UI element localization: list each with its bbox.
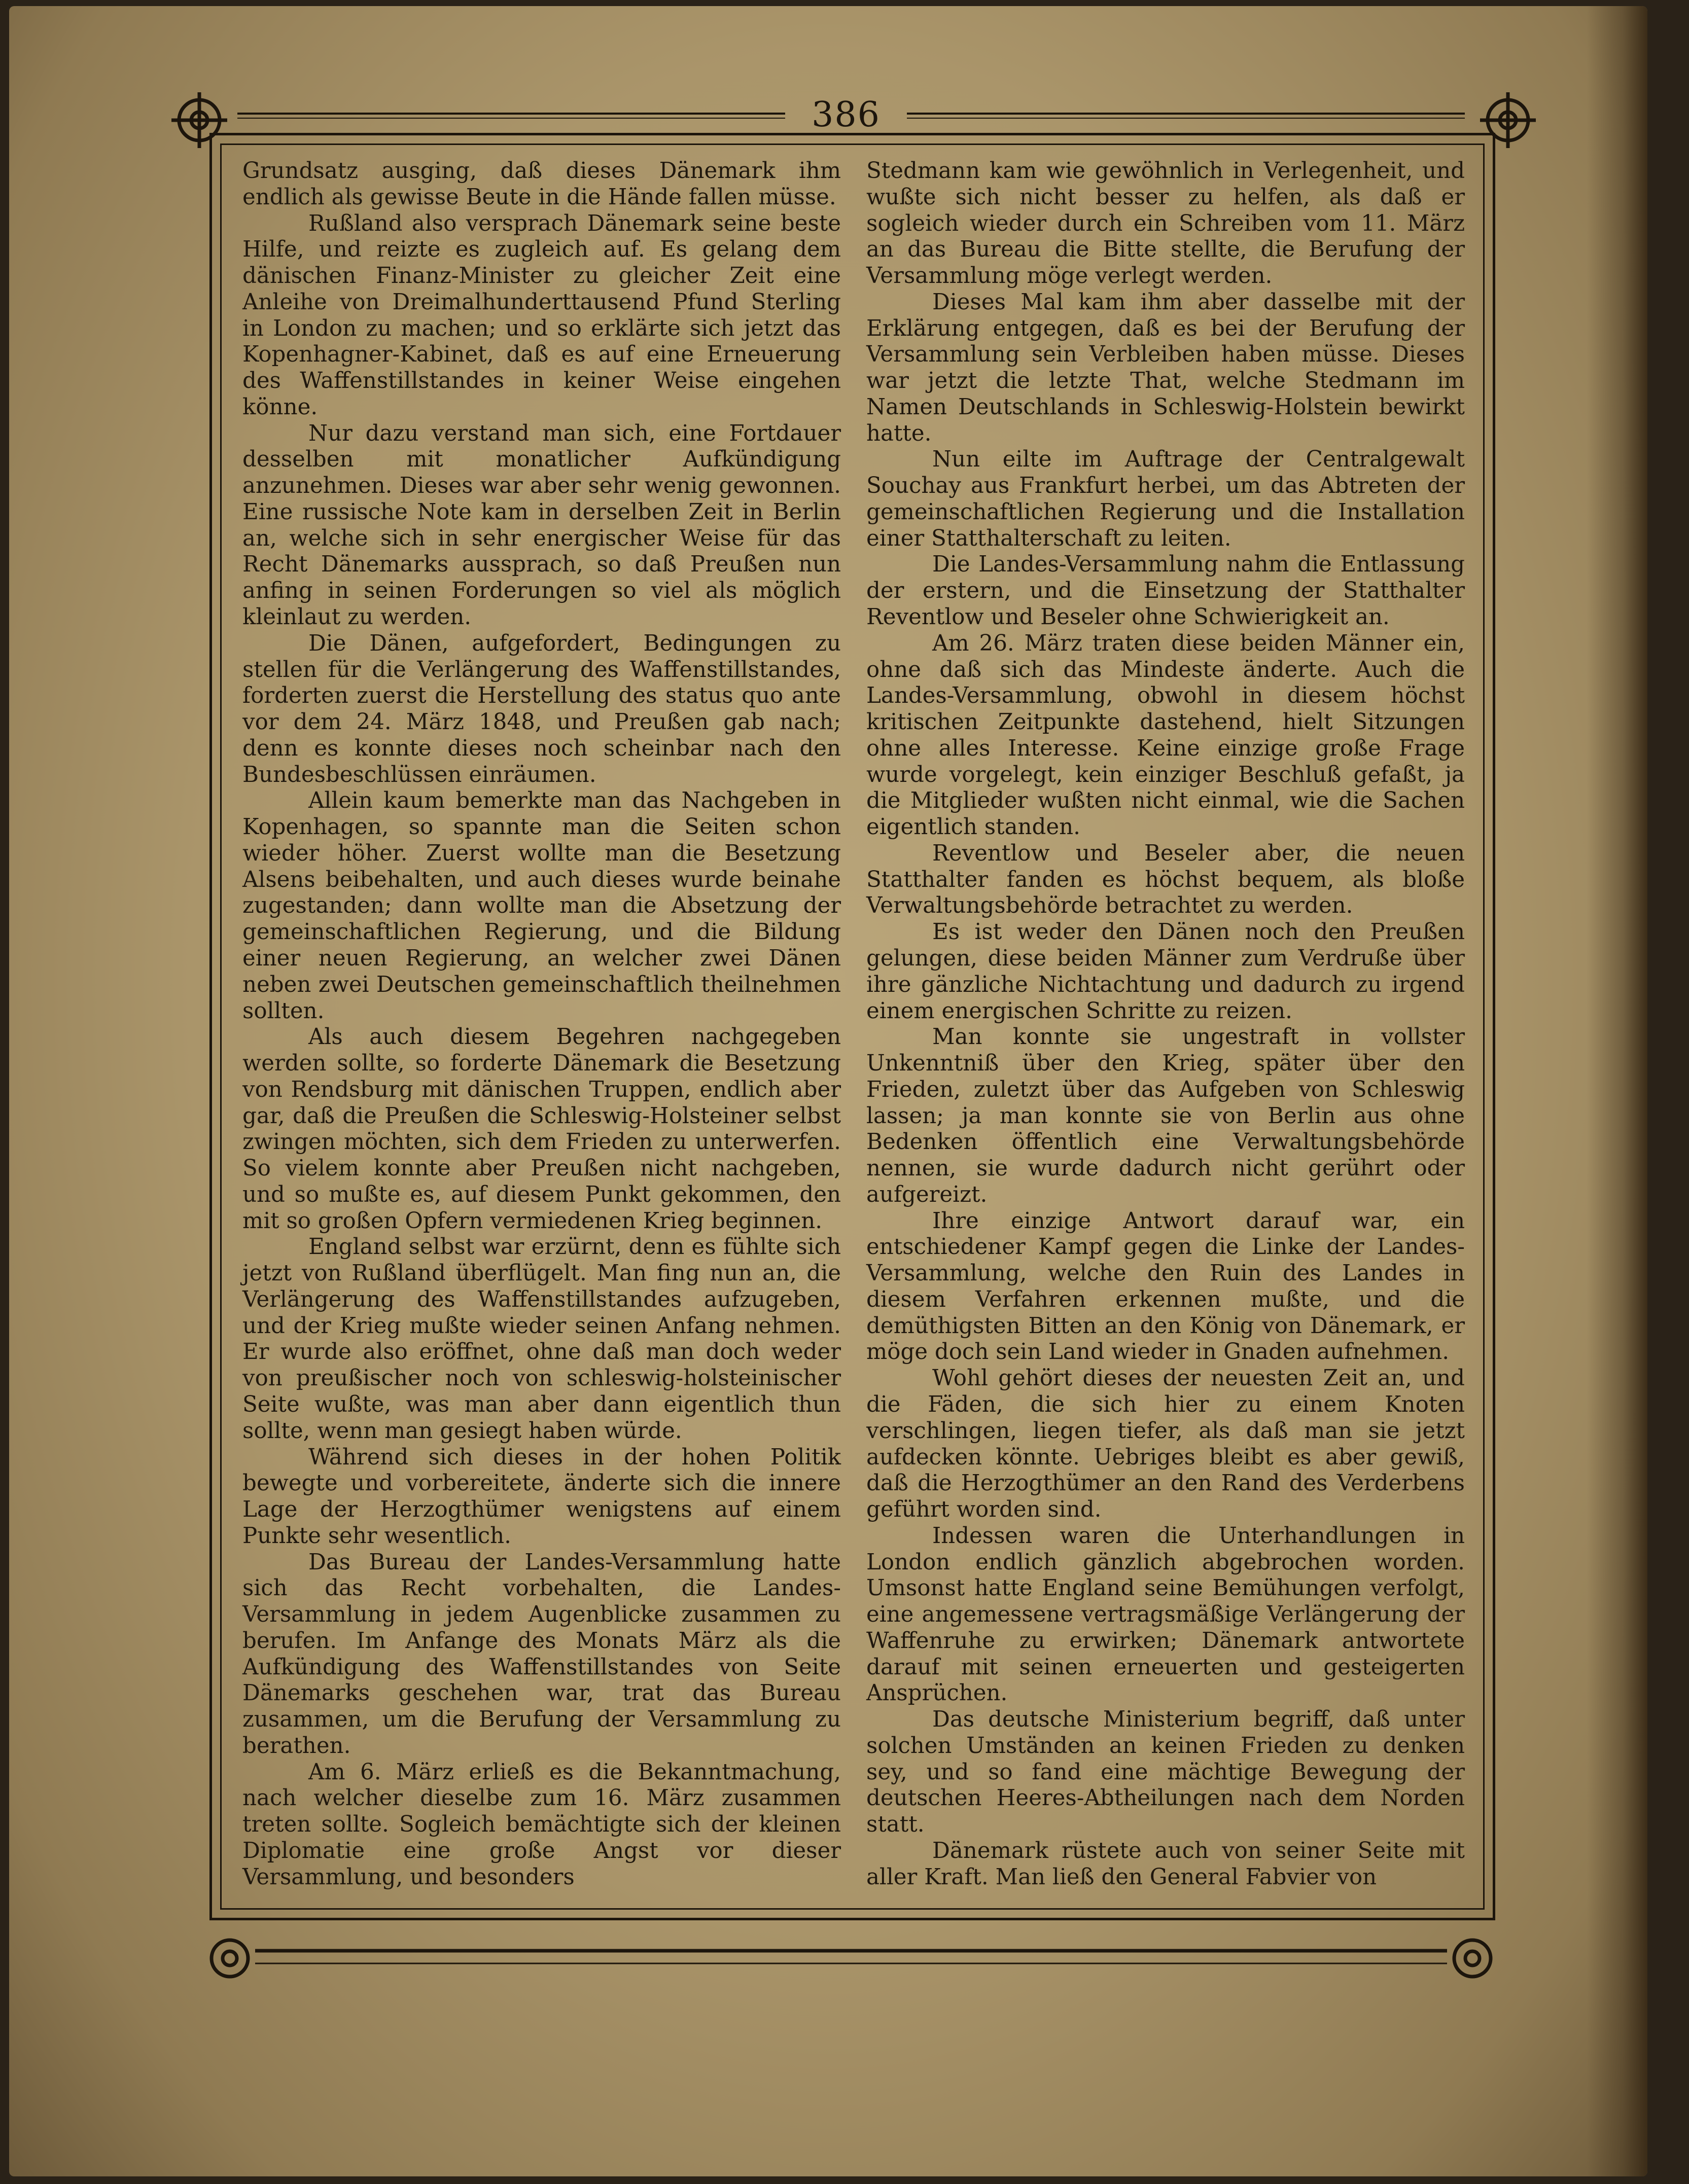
- header-rule-left: [237, 113, 785, 119]
- paragraph: Ihre einzige Antwort darauf war, ein entschiedener Kampf gegen die Linke der Landes-Versammlung, welche den Ruin des Landes in diesem Verfahren erkennen mußte, und die demüthigsten Bitten an den König von Dänemark, er möge doch sein Land wieder in Gnaden aufnehmen.: [866, 1208, 1465, 1365]
- paragraph: Die Landes-Versammlung nahm die Entlassung der erstern, und die Einsetzung der Statthalter Reventlow und Beseler ohne Schwierigkeit an.: [866, 552, 1465, 630]
- paragraph: Man konnte sie ungestraft in vollster Unkenntniß über den Krieg, später über den Frieden, zuletzt über das Aufgeben von Schleswig lassen; ja man konnte sie von Berlin aus ohne Bedenken öffentlich eine Verwaltungsbehörde nennen, sie wurde dadurch nicht gerührt oder aufgereizt.: [866, 1024, 1465, 1207]
- paragraph: Wohl gehört dieses der neuesten Zeit an, und die Fäden, die sich hier zu einem Knoten verschlingen, liegen tiefer, als daß man sie jetzt aufdecken könnte. Uebriges bleibt es aber gewiß, daß die Herzogthümer an den Rand des Verderbens geführt worden sind.: [866, 1366, 1465, 1523]
- paragraph: Die Dänen, aufgefordert, Bedingungen zu stellen für die Verlängerung des Waffenstillstandes, forderten zuerst die Herstellung des status quo ante vor dem 24. März 1848, und Preußen gab nach; denn es konnte dieses noch scheinbar nach den Bundesbeschlüssen einräumen.: [242, 630, 841, 787]
- paragraph: Es ist weder den Dänen noch den Preußen gelungen, diese beiden Männer zum Verdruße über ihre gänzliche Nichtachtung und dadurch zu irgend einem energischen Schritte zu reizen.: [866, 919, 1465, 1024]
- paragraph: Stedmann kam wie gewöhnlich in Verlegenheit, und wußte sich nicht besser zu helfen, als daß er sogleich wieder durch ein Schreiben vom 11. März an das Bureau die Bitte stellte, die Berufung der Versammlung möge verlegt werden.: [866, 158, 1465, 289]
- paragraph: Als auch diesem Begehren nachgegeben werden sollte, so forderte Dänemark die Besetzung von Rendsburg mit dänischen Truppen, endlich aber gar, daß die Preußen die Schleswig-Holsteiner selbst zwingen möchten, sich dem Frieden zu unterwerfen. So vielem konnte aber Preußen nicht nachgeben, und so mußte es, auf diesem Punkt gekommen, den mit so großen Opfern vermiedenen Krieg beginnen.: [242, 1024, 841, 1234]
- paragraph: Nun eilte im Auftrage der Centralgewalt Souchay aus Frankfurt herbei, um das Abtreten der gemeinschaftlichen Regierung und die Installation einer Statthalterschaft zu leiten.: [866, 447, 1465, 551]
- paragraph: Rußland also versprach Dänemark seine beste Hilfe, und reizte es zugleich auf. Es gelang dem dänischen Finanz-Minister zu gleicher Zeit eine Anleihe von Dreimalhunderttausend Pfund Sterling in London zu machen; und so erklärte sich jetzt das Kopenhagner-Kabinet, daß es auf eine Erneuerung des Waffenstillstandes in keiner Weise eingehen könne.: [242, 210, 841, 420]
- paragraph: Reventlow und Beseler aber, die neuen Statthalter fanden es höchst bequem, als bloße Verwaltungsbehörde betrachtet zu werden.: [866, 840, 1465, 919]
- page-number: 386: [812, 95, 881, 135]
- paragraph: Dieses Mal kam ihm aber dasselbe mit der Erklärung entgegen, daß es bei der Berufung der Versammlung sein Verbleiben haben müsse. Dieses war jetzt die letzte That, welche Stedmann im Namen Deutschlands in Schleswig-Holstein bewirkt hatte.: [866, 289, 1465, 446]
- book-page: [9, 6, 1647, 2176]
- paragraph: Grundsatz ausging, daß dieses Dänemark ihm endlich als gewisse Beute in die Hände fallen müsse.: [242, 158, 841, 210]
- paragraph: Das deutsche Ministerium begriff, daß unter solchen Umständen an keinen Frieden zu denken sey, und so fand eine mächtige Bewegung der deutschen Heeres-Abtheilungen nach dem Norden statt.: [866, 1707, 1465, 1838]
- left-column: [242, 158, 841, 1891]
- header-rule-right: [907, 113, 1465, 119]
- paragraph: Indessen waren die Unterhandlungen in London endlich gänzlich abgebrochen worden. Umsonst hatte England seine Bemühungen verfolgt, eine angemessene vertragsmäßige Verlängerung der Waffenruhe zu erwirken; Dänemark antwortete darauf mit seinen erneuerten und gesteigerten Ansprüchen.: [866, 1523, 1465, 1706]
- paragraph: Dänemark rüstete auch von seiner Seite mit aller Kraft. Man ließ den General Fabvier von: [866, 1838, 1465, 1890]
- right-column: [866, 158, 1465, 1891]
- bottom-ornament-border: [209, 1913, 1493, 1994]
- paragraph: England selbst war erzürnt, denn es fühlte sich jetzt von Rußland überflügelt. Man fing nun an, die Verlängerung des Waffenstillstandes aufzugeben, und der Krieg mußte wieder seinen Anfang nehmen. Er wurde also eröffnet, ohne daß man doch weder von preußischer noch von schleswig-holsteinischer Seite wußte, was man aber dann eigentlich thun sollte, wenn man gesiegt haben würde.: [242, 1234, 841, 1444]
- paragraph: Nur dazu verstand man sich, eine Fortdauer desselben mit monatlicher Aufkündigung anzunehmen. Dieses war aber sehr wenig gewonnen. Eine russische Note kam in derselben Zeit in Berlin an, welche sich in sehr energischer Weise für das Recht Dänemarks aussprach, so daß Preußen nun anfing in seinen Forderungen so viel als möglich kleinlaut zu werden.: [242, 420, 841, 630]
- paragraph: Allein kaum bemerkte man das Nachgeben in Kopenhagen, so spannte man die Seiten schon wieder höher. Zuerst wollte man die Besetzung Alsens beibehalten, und auch dieses wurde beinahe zugestanden; dann wollte man die Absetzung der gemeinschaftlichen Regierung, und die Bildung einer neuen Regierung, an welcher zwei Dänen neben zwei Deutschen gemeinschaftlich theilnehmen sollten.: [242, 788, 841, 1024]
- paragraph: Am 26. März traten diese beiden Männer ein, ohne daß sich das Mindeste änderte. Auch die Landes-Versammlung, obwohl in diesem höchst kritischen Zeitpunkte dastehend, hielt Sitzungen ohne alles Interesse. Keine einzige große Frage wurde vorgelegt, kein einziger Beschluß gefaßt, ja die Mitglieder wußten nicht einmal, wie die Sachen eigentlich standen.: [866, 630, 1465, 840]
- page-edge-shadow: [1587, 6, 1647, 2176]
- paragraph: Während sich dieses in der hohen Politik bewegte und vorbereitete, änderte sich die innere Lage der Herzogthümer wenigstens auf einem Punkte sehr wesentlich.: [242, 1444, 841, 1549]
- paragraph: Das Bureau der Landes-Versammlung hatte sich das Recht vorbehalten, die Landes-Versammlung in jedem Augenblicke zusammen zu berufen. Im Anfange des Monats März als die Aufkündigung des Waffenstillstandes von Seite Dänemarks geschehen war, trat das Bureau zusammen, um die Berufung der Versammlung zu berathen.: [242, 1549, 841, 1759]
- paragraph: Am 6. März erließ es die Bekanntmachung, nach welcher dieselbe zum 16. März zusammen treten sollte. Sogleich bemächtigte sich der kleinen Diplomatie eine große Angst vor dieser Versammlung, und besonders: [242, 1759, 841, 1890]
